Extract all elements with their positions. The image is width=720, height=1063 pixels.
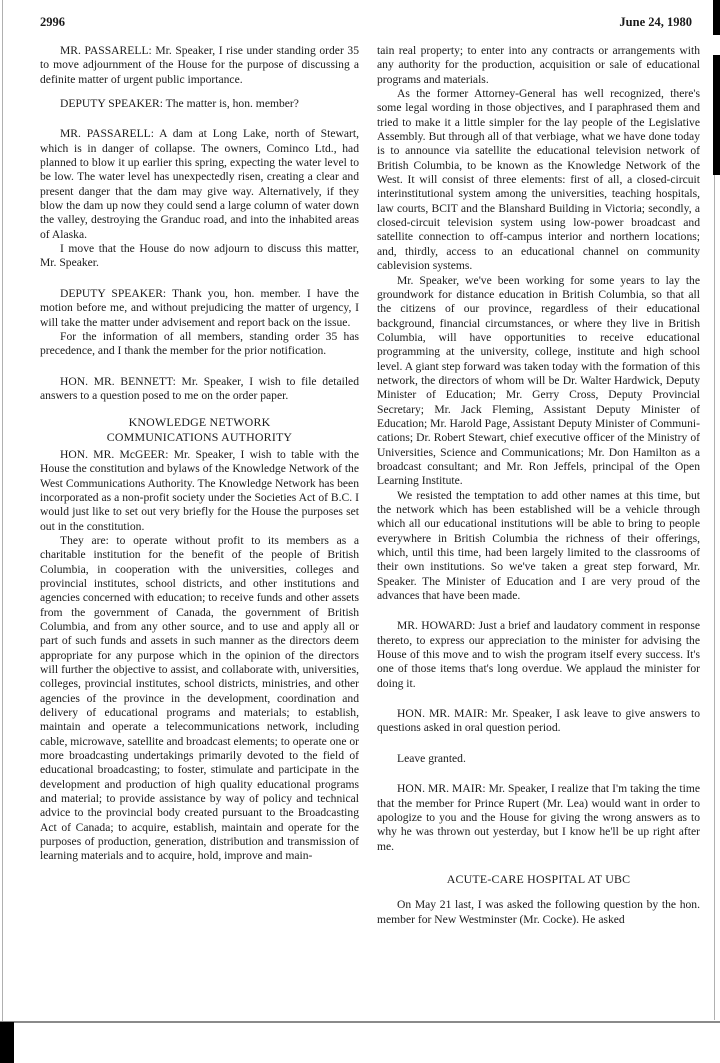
paragraph-leave-granted: Leave granted.	[397, 751, 466, 765]
paragraph-howard: MR. HOWARD: Just a brief and laudatory comment in response thereto, to express our appreciation to the minister for advising the House of this move and to wish the program itself every success. It's one of those items that's long overdue. We applaud the minister for doing it.	[377, 619, 700, 690]
scan-edge-bar-top	[713, 0, 720, 35]
page-date: June 24, 1980	[619, 15, 692, 29]
paragraph-deputy-speaker-response: DEPUTY SPEAKER: Thank you, hon. member. I have the motion before me, and without prejudicing the matter of urgency, I will take the matter under advisement and report back on the issue.	[40, 286, 359, 329]
left-column	[40, 44, 359, 864]
page-number: 2996	[40, 15, 65, 29]
paragraph-passarell-move: I move that the House do now adjourn to discuss this matter, Mr. Speaker.	[40, 242, 359, 270]
heading-line-1: KNOWLEDGE NETWORK	[128, 415, 271, 430]
paragraph-bennett: HON. MR. BENNETT: Mr. Speaker, I wish to file detailed answers to a question posed to me on the order paper.	[40, 374, 359, 402]
paragraph-passarell-motion: MR. PASSARELL: Mr. Speaker, I rise under standing order 35 to move adjournment of the House for the purpose of discussing a definite matter of urgent public importance.	[40, 44, 359, 86]
paragraph-mair-apology: HON. MR. MAIR: Mr. Speaker, I realize that I'm taking the time that the member for Prince Rupert (Mr. Lea) would want in order to apologize to you and the House for giving the wrong answers as to why he was thrown out yesterday, but I know he'll be up right after me.	[377, 782, 700, 853]
right-column	[377, 44, 700, 927]
paragraph-passarell-dam: MR. PASSARELL: A dam at Long Lake, north of Stewart, which is in danger of collapse. The owners, Cominco Ltd., had planned to blow it up earlier this spring, expecting the water level to be low. The water level has unexpectedly risen, creating a clear and present danger that the dam may give way. Alternatively, if they blow the dam up now they could send a large column of water down the valley, destroying the Granduc road, and into the inhabited areas of Alaska.	[40, 127, 359, 241]
paragraph-deputy-speaker-question: DEPUTY SPEAKER: The matter is, hon. member?	[60, 97, 299, 111]
paragraph-mair-leave: HON. MR. MAIR: Mr. Speaker, I ask leave to give answers to questions asked in oral question period.	[377, 707, 700, 735]
scan-corner-bar	[0, 1022, 14, 1063]
page-bottom-rule	[0, 1021, 720, 1023]
scan-edge-bar-middle	[713, 55, 720, 175]
paragraph-distance-education: Mr. Speaker, we've been working for some years to lay the groundwork for distance education in British Columbia, so that all the citizens of our province, regardless of their educational background, financial circumstances, or where they live in British Columbia, will have opportunities to receive educational programming at the university, college, institute and high school level. A giant step forward was taken today with the formation of this network, the directors of whom will be Dr. Walter Hardwick, Deputy Minister of Education; Mr. Gerry Cross, Deputy Provincial Secretary; Mr. Jack Fleming, Assistant Deputy Minister of Education; Mr. Harold Page, Assistant Deputy Minister of Communications; Dr. Robert Stewart, chief executive officer of the Ministry of Universities, Science and Communications; Mr. Don Hamilton as a broadcast consultant; and Mr. Ron Jeffels, principal of the Open Learning Institute.	[377, 273, 700, 488]
scan-left-edge-line	[2, 0, 3, 1022]
heading-line-2: COMMUNICATIONS AUTHORITY	[106, 429, 293, 444]
paragraph-standing-order: For the information of all members, standing order 35 has precedence, and I thank the member for the prior notification.	[40, 329, 359, 358]
paragraph-continuation: tain real property; to enter into any contracts or arrangements with any authority for the production, acquisition or sale of educational programs and materials.	[377, 44, 700, 86]
paragraph-resisted-temptation: We resisted the temptation to add other names at this time, but the network which has been established will be a vehicle through which all our educational institutions will be able to bring to people everywhere in British Columbia the richness of their offerings, which, until this time, had been largely limited to the classrooms of their own institutions. So we've taken a great step forward, Mr. Speaker. The Minister of Education and I are very proud of the advances that have been made.	[377, 488, 700, 603]
paragraph-mcgeer: HON. MR. McGEER: Mr. Speaker, I wish to table with the House the constitution and bylaws of the Knowledge Network of the West Communications Authority. The Knowledge Network has been incorporated as a non-profit society under the Societies Act of B.C. I would just like to set out very briefly for the House the purposes set out in the constitution.	[40, 447, 359, 533]
paragraph-purposes: They are: to operate without profit to its members as a charitable institution for the benefit of the people of British Columbia, in cooperation with the universities, colleges and provincial institutes, school districts, and other institutions and agencies concerned with education; to receive funds and other assets from the government of Canada, the government of British Columbia, and from any other source, and to use and apply all or part of such funds and assets in such manner as the directors deem appropriate for any purpose which in the opinion of the directors will further the objective to assist, and collaborate with, universities, colleges, provincial institutes, school districts, ministries, and other agencies of the province in the development, coordination and delivery of educational programs and materials; to establish, maintain and operate a telecommunications network, including cable, microwave, satellite and broadcast elements; to operate one or more broadcasting undertakings primarily devoted to the field of educational broadcasting; to foster, stimulate and participate in the development and production of high quality educational programs and material; to provide assistance by way of policy and technical advice to the provincial body created pursuant to the Broadcasting Act of Canada; to acquire, establish, maintain and operate for the purposes of production, generation, distribution and transmission of learning materials and to acquire, hold, improve and main-	[40, 533, 360, 863]
section-heading-knowledge-network	[40, 415, 359, 444]
page-header	[40, 15, 692, 31]
paragraph-may-21: On May 21 last, I was asked the following question by the hon. member for New Westminster (Mr. Cocke). He asked	[377, 898, 700, 926]
scan-edge-line	[714, 175, 715, 1020]
paragraph-attorney-general: As the former Attorney-General has well recognized, there's some legal wording in those objectives, and I paraphrased them and tried to make it a little simpler for the lay people of the Legislative Assembly. But through all of that verbiage, what we have done today is to announce via satellite the educational television network of British Columbia, to be known as the Knowledge Network of the West. It will consist of three elements: first of all, a closed-circuit interinstitutional system among the universities, teaching hospitals, law courts, BCIT and the Blanshard Building in Victoria; secondly, a closed-circuit television system using low-power broadcast and satellite connection to off-campus interior and northern locations; and, thirdly, access to an educational channel on community cablevision systems.	[377, 87, 700, 273]
section-heading-acute-care: ACUTE-CARE HOSPITAL AT UBC	[446, 871, 631, 886]
